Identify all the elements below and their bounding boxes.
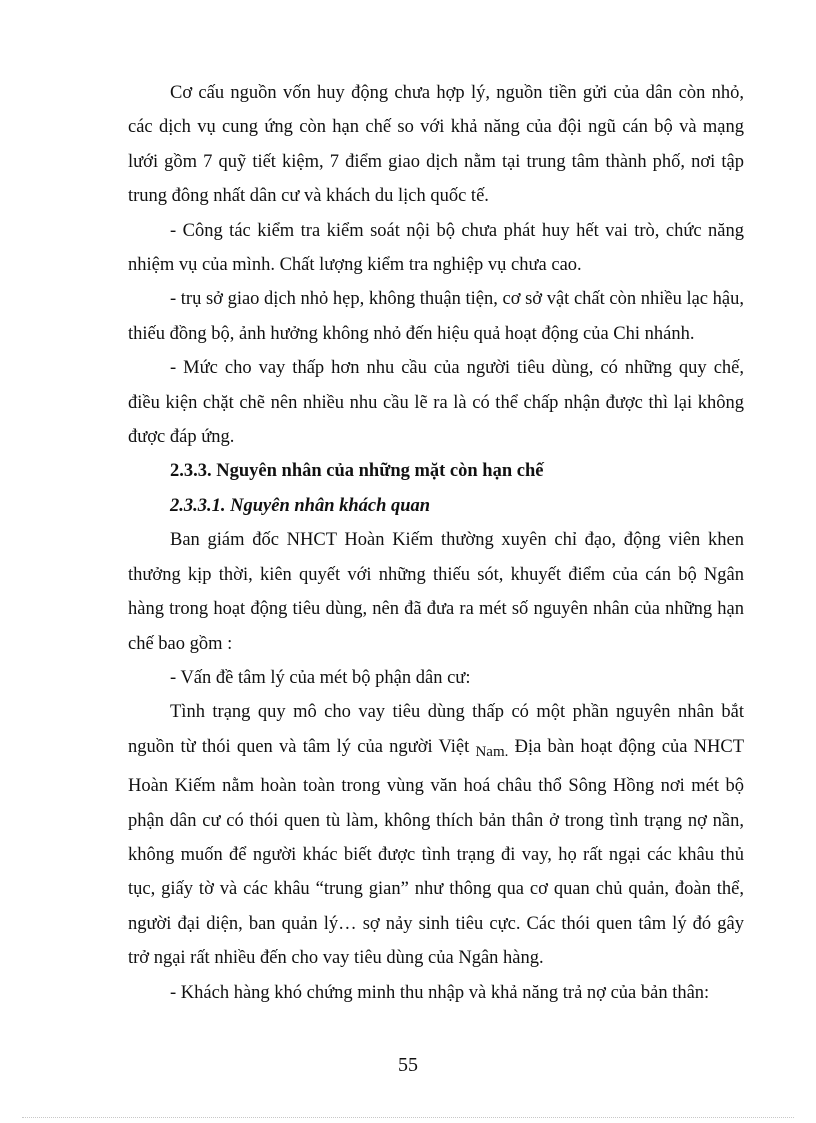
paragraph-loan-level: - Mức cho vay thấp hơn nhu cầu của người tiêu dùng, có những quy chế, điều kiện chặt chẽ nên nhiều nhu cầu lẽ ra là có thể chấp nhận được thì lại không được đáp ứng. xyxy=(128,358,744,448)
paragraph-income-proof: - Khách hàng khó chứng minh thu nhập và khả năng trả nợ của bản thân: xyxy=(170,982,710,1003)
paragraph-consumer-habits xyxy=(128,695,744,975)
subsection-heading-2-3-3-1: 2.3.3.1. Nguyên nhân khách quan xyxy=(170,495,431,516)
paragraph-capital-structure: Cơ cấu nguồn vốn huy động chưa hợp lý, nguồn tiền gửi của dân còn nhỏ, các dịch vụ cung ứng còn hạn chế so với khả năng của đội ngũ cán bộ và mạng lưới gồm 7 quỹ tiết kiệm, 7 điểm giao dịch nằm tại trung tâm thành phố, nơi tập trung đông nhất dân cư và khách du lịch quốc tế. xyxy=(128,83,744,207)
paragraph-psychology-bullet: - Vấn đề tâm lý của mét bộ phận dân cư: xyxy=(170,667,471,688)
paragraph-consumer-habits-part2: Địa bàn hoạt động của NHCT Hoàn Kiếm nằm hoàn toàn trong vùng văn hoá châu thổ Sông Hồng nơi mét bộ phận dân cư có thói quen tù làm, không thích bản thân ở trong tình trạng nợ nần, không muốn để người khác biết được tình trạng đi vay, họ rất ngại các khâu thủ tục, giấy tờ và các khâu “trung gian” như thông qua cơ quan chủ quản, đoàn thể, người đại diện, ban quản lý… sợ nảy sinh tiêu cực. Các thói quen tâm lý đó gây trở ngại rất nhiều đến cho vay tiêu dùng của Ngân hàng. xyxy=(128,736,745,969)
page-number: 55 xyxy=(398,1054,418,1076)
paragraph-headquarters: - trụ sở giao dịch nhỏ hẹp, không thuận tiện, cơ sở vật chất còn nhiều lạc hậu, thiếu đồng bộ, ảnh hưởng không nhỏ đến hiệu quả hoạt động của Chi nhánh. xyxy=(128,289,744,344)
section-heading-2-3-3: 2.3.3. Nguyên nhân của những mặt còn hạn chế xyxy=(170,461,544,482)
paragraph-internal-control: - Công tác kiểm tra kiểm soát nội bộ chưa phát huy hết vai trò, chức năng nhiệm vụ của mình. Chất lượng kiểm tra nghiệp vụ chưa cao. xyxy=(128,220,744,276)
footer-divider xyxy=(22,1117,794,1118)
paragraph-management: Ban giám đốc NHCT Hoàn Kiếm thường xuyên chỉ đạo, động viên khen thưởng kịp thời, kiên quyết với những thiếu sót, khuyết điểm của cán bộ Ngân hàng trong hoạt động tiêu dùng, nên đã đưa ra mét số nguyên nhân của những hạn chế bao gồm : xyxy=(128,530,744,654)
page-body xyxy=(128,76,744,1010)
paragraph-consumer-habits-part1: Tình trạng quy mô cho vay tiêu dùng thấp có một phần nguyên nhân bắt nguồn từ thói quen và tâm lý của người Việt xyxy=(128,702,744,757)
paragraph-consumer-habits-subscript: Nam. xyxy=(475,743,509,760)
